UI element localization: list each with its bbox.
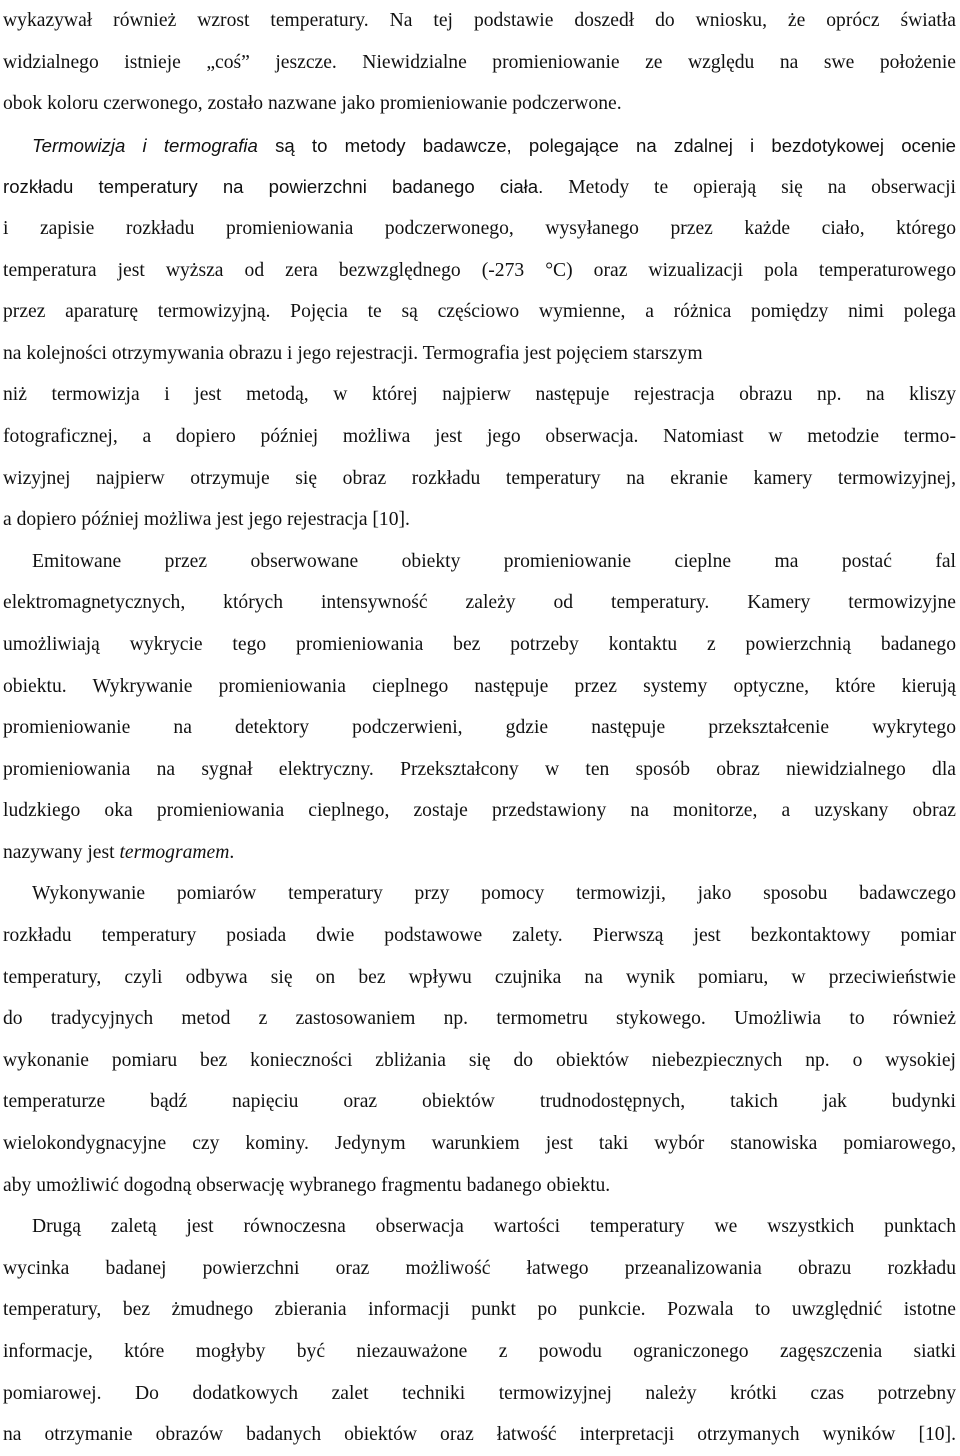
text-line: a dopiero później możliwa jest jego rejestracja [10]. [3, 509, 410, 531]
text-run: są to metody badawcze, polegające na zdalnej i bezdotykowej ocenie [257, 134, 956, 156]
text-line: na otrzymanie obrazów badanych obiektów oraz łatwość interpretacji otrzymanych wyników [10]. [3, 1424, 956, 1446]
text-line: temperatury, czyli odbywa się on bez wpływu czujnika na wynik pomiaru, w przeciwieństwie [3, 966, 956, 988]
paragraph [3, 1206, 956, 1456]
text-line: temperatura jest wyższa od zera bezwzględnego (-273 °C) oraz wizualizacji pola temperaturowego [3, 259, 956, 281]
italic-term: Termowizja i termografia [32, 134, 258, 156]
text-line: widzialnego istnieje „coś” jeszcze. Niewidzialne promieniowanie ze względu na swe położenie [3, 51, 956, 73]
text-line: obiektu. Wykrywanie promieniowania cieplnego następuje przez systemy optyczne, które kierują [3, 675, 956, 697]
text-line: Wykonywanie pomiarów temperatury przy pomocy termowizji, jako sposobu badawczego [32, 883, 956, 905]
text-line: promieniowania na sygnał elektryczny. Przekształcony w ten sposób obraz niewidzialnego dla [3, 758, 956, 780]
text-line: niż termowizja i jest metodą, w której najpierw następuje rejestracja obrazu np. na kliszy [3, 384, 956, 406]
text-line: informacje, które mogłyby być niezauważone z powodu ograniczonego zagęszczenia siatki [3, 1341, 956, 1362]
text-line [3, 166, 956, 208]
text-line: promieniowanie na detektory podczerwieni, gdzie następuje przekształcenie wykrytego [3, 717, 956, 739]
text-line: ludzkiego oka promieniowania cieplnego, zostaje przedstawiony na monitorze, a uzyskany obraz [3, 800, 956, 822]
text-run: rozkładu temperatury na powierzchni badanego ciała. [3, 176, 544, 198]
text-line [3, 832, 956, 874]
text-line: umożliwiają wykrycie tego promieniowania bez potrzeby kontaktu z powierzchnią badanego [3, 633, 956, 655]
text-line: wykonanie pomiaru bez konieczności zbliżania się do obiektów niebezpiecznych np. o wysokiej [3, 1049, 956, 1071]
text-line: Drugą zaletą jest równoczesna obserwacja wartości temperatury we wszystkich punktach [32, 1216, 956, 1238]
text-line: elektromagnetycznych, których intensywność zależy od temperatury. Kamery termowizyjne [3, 592, 956, 614]
text-line: pomiarowej. Do dodatkowych zalet techniki termowizyjnej należy krótki czas potrzebny [3, 1382, 956, 1404]
text-line: Emitowane przez obserwowane obiekty promieniowanie cieplne ma postać fal [32, 550, 956, 572]
text-line: wycinka badanej powierzchni oraz możliwość łatwego przeanalizowania obrazu rozkładu [3, 1257, 956, 1279]
text-line: aby umożliwić dogodną obserwację wybranego fragmentu badanego obiektu. [3, 1174, 611, 1196]
text-line: fotograficznej, a dopiero później możliwa jest jego obserwacja. Natomiast w metodzie termo- [3, 425, 956, 447]
text-line: wykazywał również wzrost temperatury. Na tej podstawie doszedł do wniosku, że oprócz światła [3, 10, 956, 31]
text-run: Metody te opierają się na obserwacji [543, 177, 957, 199]
text-line: rozkładu temperatury posiada dwie podstawowe zalety. Pierwszą jest bezkontaktowy pomiar [3, 925, 956, 947]
text-line [3, 125, 956, 167]
paragraph [3, 541, 956, 874]
text-line: i zapisie rozkładu promieniowania podczerwonego, wysyłanego przez każde ciało, którego [3, 217, 956, 239]
text-line: temperaturze bądź napięciu oraz obiektów trudnodostępnych, takich jak budynki [3, 1091, 956, 1113]
text-line: wizyjnej najpierw otrzymuje się obraz rozkładu temperatury na ekranie kamery termowizyjnej, [3, 467, 956, 489]
text-line: przez aparaturę termowizyjną. Pojęcia te są częściowo wymienne, a różnica pomiędzy nimi polega [3, 301, 956, 323]
text-line: temperatury, bez żmudnego zbierania informacji punkt po punkcie. Pozwala to uwzględnić istotne [3, 1299, 956, 1321]
italic-term: termogramem [119, 841, 230, 863]
paragraph [3, 873, 956, 1206]
paragraph [3, 0, 956, 125]
text-line: wielokondygnacyjne czy kominy. Jedynym warunkiem jest taki wybór stanowiska pomiarowego, [3, 1133, 956, 1155]
text-run: . [229, 841, 235, 863]
paragraph [3, 125, 956, 541]
text-run: nazywany jest [3, 841, 120, 863]
text-line: obok koloru czerwonego, zostało nazwane jako promieniowanie podczerwone. [3, 93, 622, 115]
text-line: na kolejności otrzymywania obrazu i jego rejestracji. Termografia jest pojęciem starszym [3, 342, 703, 364]
text-line: do tradycyjnych metod z zastosowaniem np. termometru stykowego. Umożliwia to również [3, 1008, 956, 1030]
